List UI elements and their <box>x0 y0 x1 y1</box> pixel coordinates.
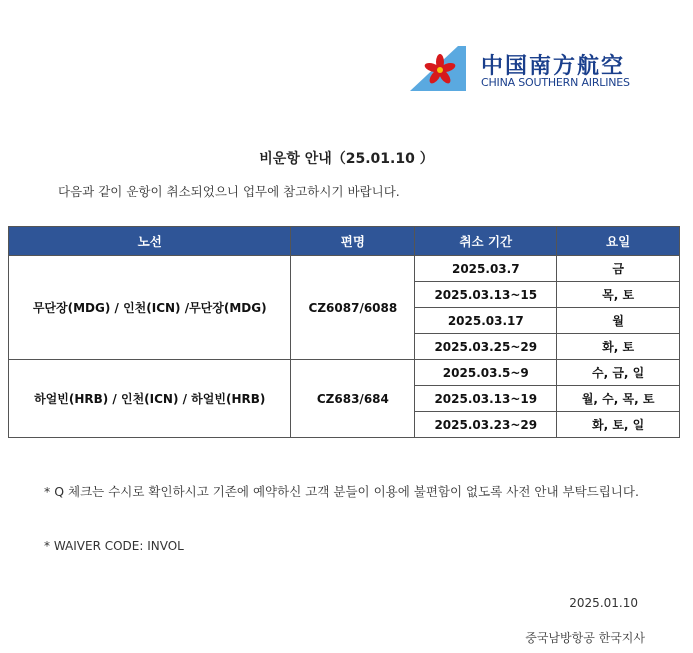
route-cell: 무단장(MDG) / 인천(ICN) /무단장(MDG) <box>9 256 291 360</box>
period-cell: 2025.03.17 <box>415 308 557 334</box>
period-cell: 2025.03.23~29 <box>415 412 557 438</box>
header-route: 노선 <box>9 227 291 256</box>
q-check-note: * Q 체크는 수시로 확인하시고 기존에 예약하신 고객 분들이 이용에 불편함이 없도록 사전 안내 부탁드립니다. <box>44 484 639 499</box>
footer-date: 2025.01.10 <box>569 596 638 610</box>
header-period: 취소 기간 <box>415 227 557 256</box>
period-cell: 2025.03.13~19 <box>415 386 557 412</box>
footer-office: 중국남방항공 한국지사 <box>525 631 645 645</box>
notice-intro: 다음과 같이 운항이 취소되었으니 업무에 참고하시기 바랍니다. <box>58 184 400 199</box>
notice-title: 비운항 안내（25.01.10 ） <box>259 151 434 167</box>
days-cell: 금 <box>557 256 680 282</box>
period-cell: 2025.03.13~15 <box>415 282 557 308</box>
airline-logo <box>406 44 646 94</box>
days-cell: 월 <box>557 308 680 334</box>
kapok-flower-logo-icon <box>406 44 478 94</box>
days-cell: 화, 토, 일 <box>557 412 680 438</box>
table-row <box>9 256 680 282</box>
flight-cell: CZ6087/6088 <box>291 256 415 360</box>
flight-cell: CZ683/684 <box>291 360 415 438</box>
table-row <box>9 360 680 386</box>
days-cell: 목, 토 <box>557 282 680 308</box>
days-cell: 월, 수, 목, 토 <box>557 386 680 412</box>
period-cell: 2025.03.5~9 <box>415 360 557 386</box>
table-header-row <box>9 227 680 256</box>
logo-english-name: CHINA SOUTHERN AIRLINES <box>481 76 630 89</box>
days-cell: 화, 토 <box>557 334 680 360</box>
period-cell: 2025.03.25~29 <box>415 334 557 360</box>
header-flight: 편명 <box>291 227 415 256</box>
days-cell: 수, 금, 일 <box>557 360 680 386</box>
waiver-code-note: * WAIVER CODE: INVOL <box>44 539 184 553</box>
cancellation-table <box>8 226 680 438</box>
logo-chinese-name: 中国南方航空 <box>481 54 626 79</box>
route-cell: 하얼빈(HRB) / 인천(ICN) / 하얼빈(HRB) <box>9 360 291 438</box>
period-cell: 2025.03.7 <box>415 256 557 282</box>
header-days: 요일 <box>557 227 680 256</box>
